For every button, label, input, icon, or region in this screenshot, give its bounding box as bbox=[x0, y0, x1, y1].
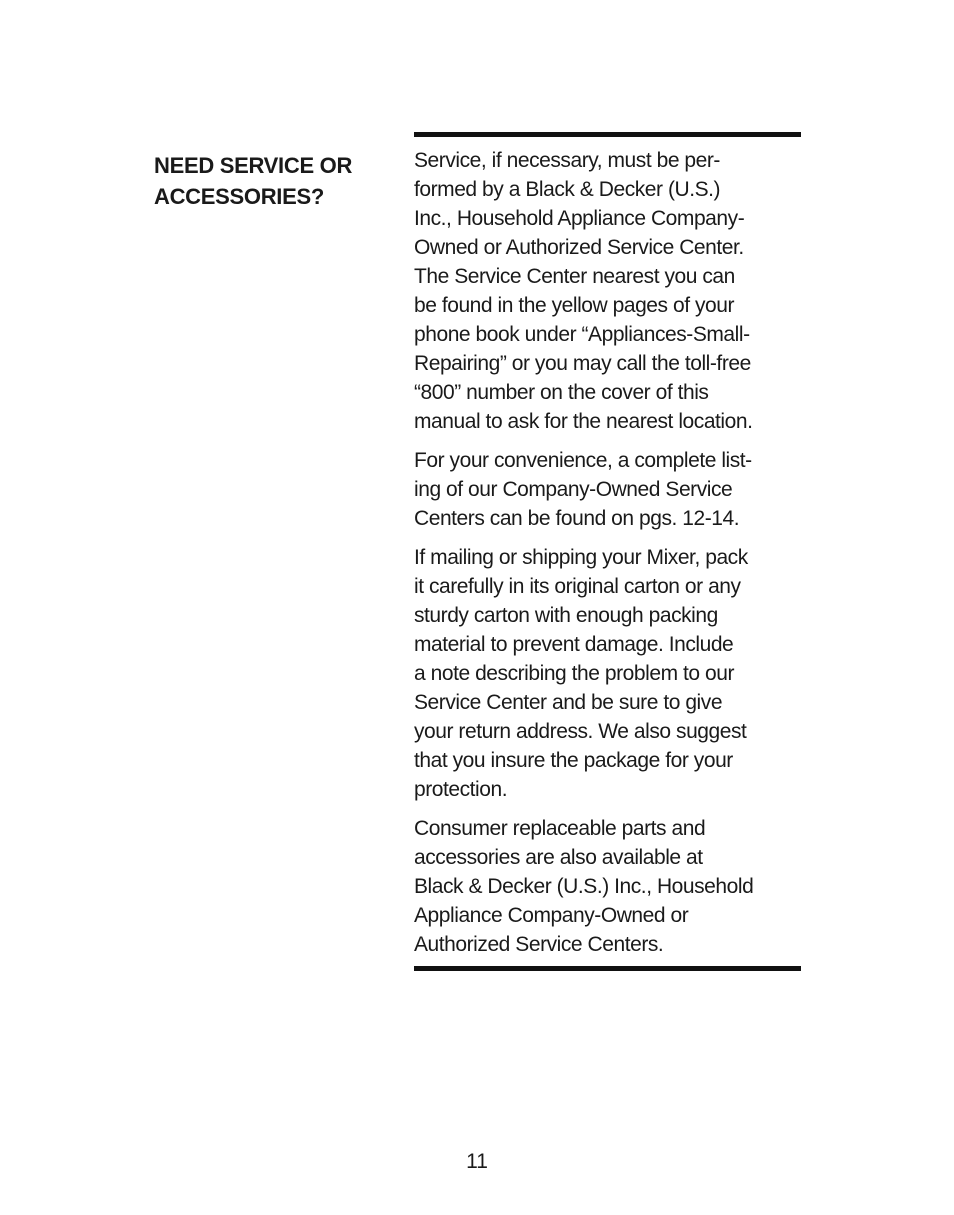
text-line: be found in the yellow pages of your bbox=[414, 294, 735, 317]
text-line: Owned or Authorized Service Center. bbox=[414, 236, 744, 259]
section-heading bbox=[154, 150, 394, 212]
text-line: phone book under “Appliances-Small- bbox=[414, 323, 750, 346]
text-line: “800” number on the cover of this bbox=[414, 381, 709, 404]
bottom-divider-rule bbox=[414, 966, 801, 971]
section-heading-line: ACCESSORIES? bbox=[154, 184, 324, 209]
text-line: sturdy carton with enough packing bbox=[414, 604, 718, 627]
text-line: it carefully in its original carton or any bbox=[414, 575, 741, 598]
text-line: Service, if necessary, must be per- bbox=[414, 149, 720, 172]
text-line: manual to ask for the nearest location. bbox=[414, 410, 753, 433]
text-line: Appliance Company-Owned or bbox=[414, 904, 689, 927]
top-divider-rule bbox=[414, 132, 801, 137]
paragraph-service-center-listing bbox=[414, 446, 814, 533]
paragraph-service-info bbox=[414, 146, 814, 436]
section-heading-line: NEED SERVICE OR bbox=[154, 153, 353, 178]
text-line: Service Center and be sure to give bbox=[414, 691, 723, 714]
paragraph-replacement-parts bbox=[414, 814, 814, 959]
text-line: Centers can be found on pgs. 12-14. bbox=[414, 507, 740, 530]
page-number: 11 bbox=[466, 1150, 488, 1173]
text-line: protection. bbox=[414, 778, 508, 801]
text-line: material to prevent damage. Include bbox=[414, 633, 734, 656]
text-line: a note describing the problem to our bbox=[414, 662, 735, 685]
text-line: Repairing” or you may call the toll-free bbox=[414, 352, 751, 375]
text-line: accessories are also available at bbox=[414, 846, 703, 869]
paragraph-shipping-instructions bbox=[414, 543, 814, 804]
text-line: your return address. We also suggest bbox=[414, 720, 747, 743]
text-line: Authorized Service Centers. bbox=[414, 933, 664, 956]
text-line: ing of our Company-Owned Service bbox=[414, 478, 733, 501]
text-line: If mailing or shipping your Mixer, pack bbox=[414, 546, 748, 569]
text-line: Black & Decker (U.S.) Inc., Household bbox=[414, 875, 754, 898]
text-line: Consumer replaceable parts and bbox=[414, 817, 706, 840]
text-line: The Service Center nearest you can bbox=[414, 265, 735, 288]
body-text-column bbox=[414, 146, 814, 969]
text-line: For your convenience, a complete list- bbox=[414, 449, 752, 472]
text-line: that you insure the package for your bbox=[414, 749, 733, 772]
text-line: Inc., Household Appliance Company- bbox=[414, 207, 745, 230]
text-line: formed by a Black & Decker (U.S.) bbox=[414, 178, 721, 201]
